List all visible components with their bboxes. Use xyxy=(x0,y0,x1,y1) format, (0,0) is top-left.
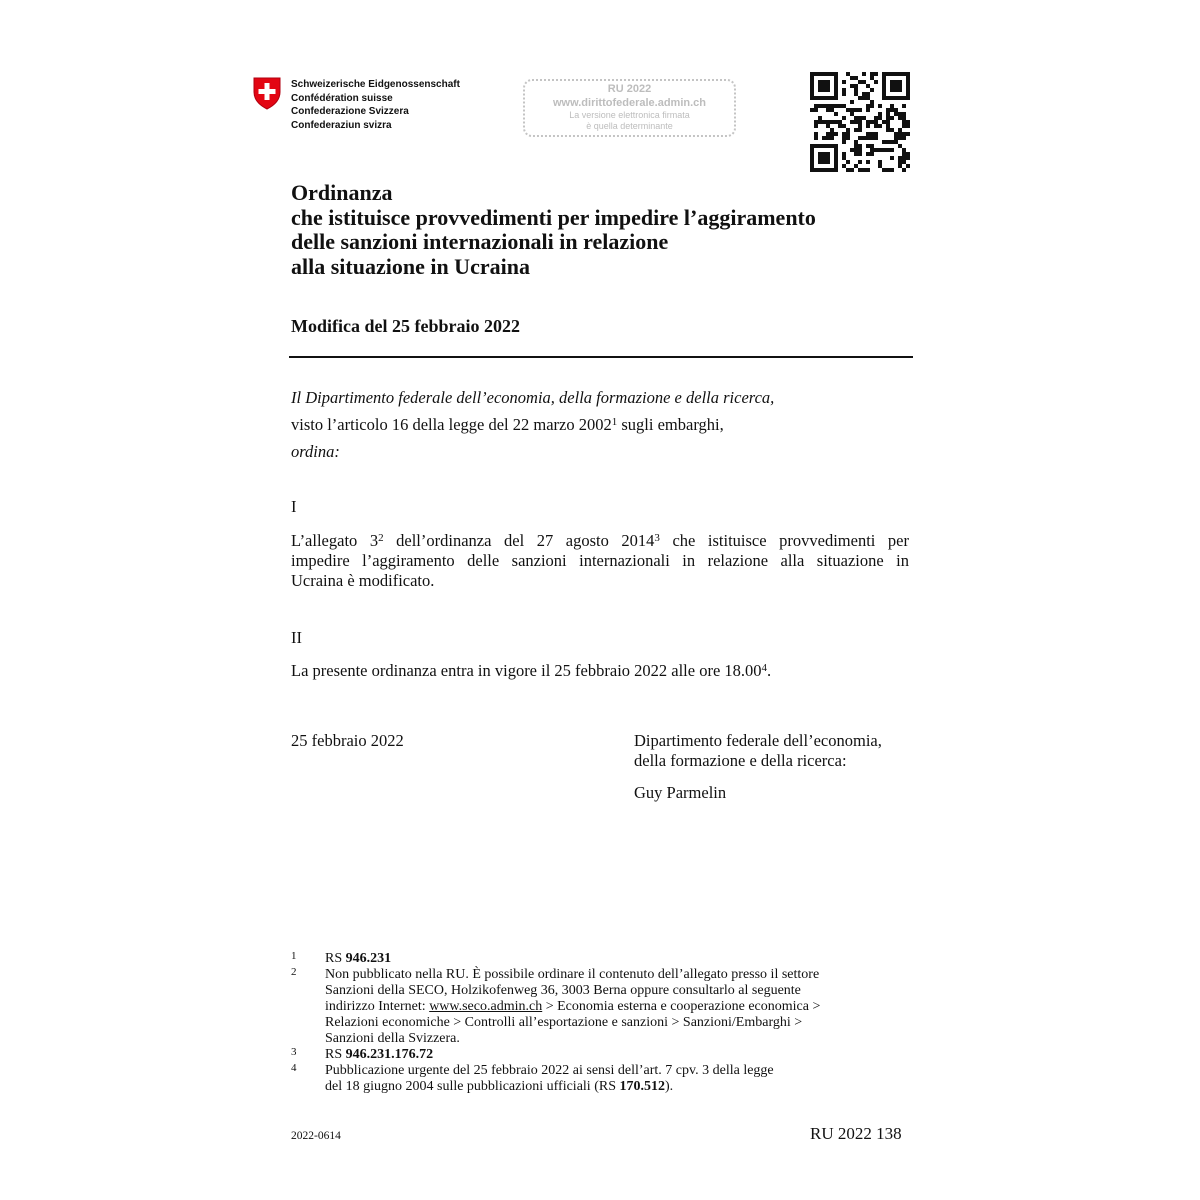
footnote-text xyxy=(325,999,911,1015)
federation-line: Confederazione Svizzera xyxy=(291,106,409,117)
paragraph-text: . xyxy=(767,661,772,680)
footnote-ref[interactable]: 4 xyxy=(761,662,768,674)
footnote-number: 3 xyxy=(291,1046,297,1058)
section-heading-ii: II xyxy=(291,628,302,647)
federation-line: Schweizerische Eidgenossenschaft xyxy=(291,79,460,90)
preamble xyxy=(291,388,774,462)
section-i-paragraph xyxy=(291,531,909,591)
signature-block xyxy=(634,731,882,803)
footnote-ref[interactable]: 3 xyxy=(654,532,660,544)
footnote-number: 4 xyxy=(291,1062,297,1074)
footnote xyxy=(291,1063,911,1095)
electronic-version-stamp xyxy=(523,79,736,137)
footnote-ref[interactable]: 2 xyxy=(378,532,384,544)
signature-name: Guy Parmelin xyxy=(634,783,727,802)
paragraph-text: che istituisce provvedimenti per xyxy=(659,531,909,550)
footnote-text: Pubblicazione urgente del 25 febbraio 2022 ai sensi dell’art. 7 cpv. 3 della legge xyxy=(325,1063,774,1078)
swiss-cross-shield-icon xyxy=(252,76,282,110)
preamble-visto xyxy=(291,415,774,435)
footnote xyxy=(291,951,911,967)
section-heading-i: I xyxy=(291,497,297,516)
preamble-department: Il Dipartimento federale dell’economia, della formazione e della ricerca, xyxy=(291,388,775,407)
stamp-line: RU 2022 xyxy=(607,83,652,95)
page-reference: RU 2022 138 xyxy=(810,1124,902,1143)
signature-department: Dipartimento federale dell’economia, xyxy=(634,731,882,750)
document-title xyxy=(291,181,816,279)
qr-code-icon xyxy=(810,72,910,172)
footnote-text xyxy=(325,1079,911,1095)
footnote-ref-number: 946.231 xyxy=(345,951,392,966)
title-line: che istituisce provvedimenti per impedire l’aggiramento xyxy=(291,204,816,230)
paragraph-text: dell’ordinanza del 27 agosto 2014 xyxy=(383,531,655,550)
preamble-ordina: ordina: xyxy=(291,442,340,461)
section-ii-paragraph xyxy=(291,661,771,681)
footnote-ref[interactable]: 1 xyxy=(611,416,618,428)
stamp-line: è quella determinante xyxy=(586,121,673,131)
footnote xyxy=(291,1047,911,1063)
footnote-prefix: indirizzo Internet: xyxy=(325,999,430,1014)
footnote-ref-number: 170.512 xyxy=(619,1079,665,1094)
footnote-prefix: RS xyxy=(325,1047,346,1062)
paragraph-line: impedire l’aggiramento delle sanzioni internazionali in relazione alla situazione in xyxy=(291,551,909,570)
footnote-text: Sanzioni della SECO, Holzikofenweg 36, 3003 Berna oppure consultarlo al seguente xyxy=(325,983,801,998)
footnotes xyxy=(291,951,911,1095)
footnote-ref-number: 946.231.176.72 xyxy=(345,1047,434,1062)
federation-line: Confederaziun svizra xyxy=(291,119,392,131)
amendment-date-heading: Modifica del 25 febbraio 2022 xyxy=(291,316,520,336)
seco-link[interactable]: www.seco.admin.ch xyxy=(429,999,543,1014)
title-line: Ordinanza xyxy=(291,180,393,205)
visto-text: sugli embarghi, xyxy=(617,415,724,434)
paragraph-text: L’allegato 3 xyxy=(291,531,379,550)
visto-text: visto l’articolo 16 della legge del 22 marzo 2002 xyxy=(291,415,612,434)
federation-name-block xyxy=(291,78,460,132)
paragraph-line xyxy=(291,531,909,551)
footnote-prefix: RS xyxy=(325,951,346,966)
paragraph-line: Ucraina è modificato. xyxy=(291,571,435,590)
footnote-text: Non pubblicato nella RU. È possibile ordinare il contenuto dell’allegato presso il settore xyxy=(325,967,820,982)
signature-department: della formazione e della ricerca: xyxy=(634,751,847,770)
paragraph-text: La presente ordinanza entra in vigore il 25 febbraio 2022 alle ore 18.00 xyxy=(291,661,762,680)
footnote-number: 1 xyxy=(291,950,297,962)
stamp-line: La versione elettronica firmata xyxy=(569,110,690,120)
title-divider xyxy=(289,356,913,358)
stamp-line: www.dirittofederale.admin.ch xyxy=(552,97,706,109)
federation-line: Confédération suisse xyxy=(291,92,393,104)
title-line: alla situazione in Ucraina xyxy=(291,253,530,279)
footnote-text xyxy=(325,1047,911,1063)
footnote-text xyxy=(325,951,911,967)
footnote-number: 2 xyxy=(291,966,297,978)
footnote-text: Sanzioni della Svizzera. xyxy=(325,1031,460,1046)
footnote-path: > Economia esterna e cooperazione economica > xyxy=(542,999,821,1014)
signature-date: 25 febbraio 2022 xyxy=(291,731,404,750)
footnote-suffix: ). xyxy=(664,1079,674,1094)
title-line: delle sanzioni internazionali in relazione xyxy=(291,229,669,254)
document-number: 2022-0614 xyxy=(291,1130,341,1142)
footnote-prefix: del 18 giugno 2004 sulle pubblicazioni ufficiali (RS xyxy=(325,1079,620,1094)
footnote xyxy=(291,967,911,1047)
footnote-text: Relazioni economiche > Controlli all’esportazione e sanzioni > Sanzioni/Embarghi > xyxy=(325,1015,803,1030)
